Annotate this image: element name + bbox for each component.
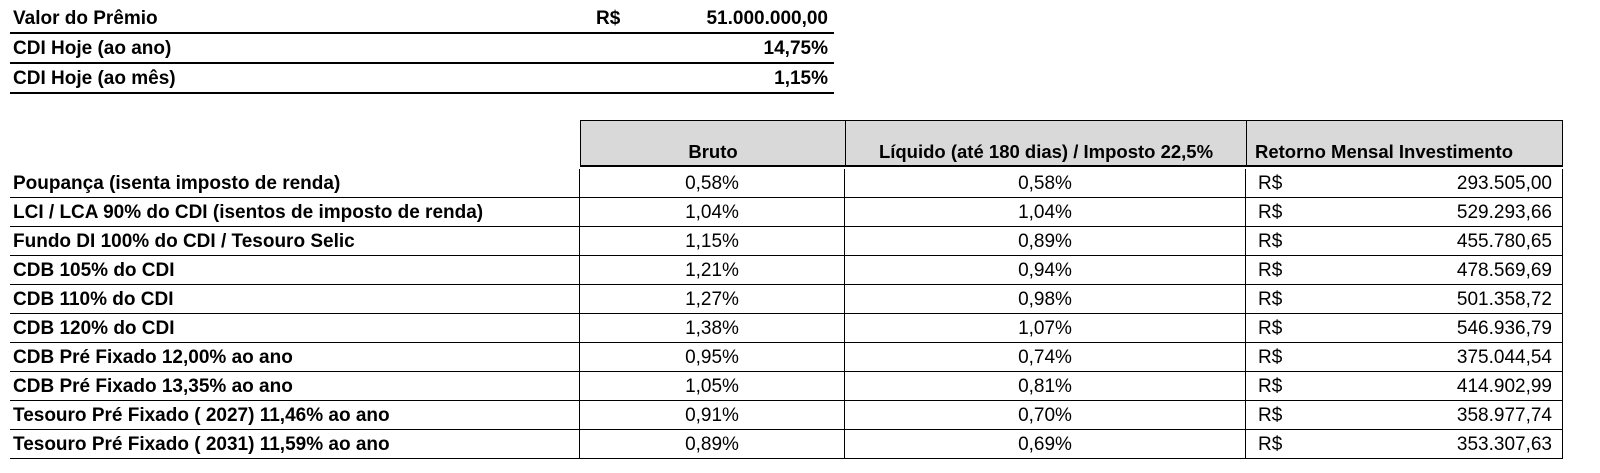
cell-name[interactable] bbox=[10, 169, 580, 198]
investment-name: Tesouro Pré Fixado ( 2031) 11,59% ao ano bbox=[13, 434, 390, 455]
cell-liquido[interactable] bbox=[845, 343, 1246, 372]
header-liquido[interactable] bbox=[845, 120, 1247, 167]
cell-bruto[interactable] bbox=[580, 343, 845, 372]
table-row bbox=[10, 169, 1563, 198]
summary-label: Valor do Prêmio bbox=[13, 8, 158, 29]
cell-name[interactable] bbox=[10, 343, 580, 372]
summary-currency: R$ bbox=[596, 8, 621, 29]
cell-retorno[interactable] bbox=[1246, 343, 1563, 372]
cell-name[interactable] bbox=[10, 285, 580, 314]
summary-block bbox=[10, 4, 834, 94]
table-row bbox=[10, 256, 1563, 285]
liquido-value: 1,07% bbox=[1018, 318, 1072, 339]
cell-name[interactable] bbox=[10, 372, 580, 401]
table-row bbox=[10, 227, 1563, 256]
cell-name[interactable] bbox=[10, 256, 580, 285]
header-liquido-label: Líquido (até 180 dias) / Imposto 22,5% bbox=[878, 141, 1214, 162]
liquido-value: 0,69% bbox=[1018, 434, 1072, 455]
cell-name[interactable] bbox=[10, 430, 580, 459]
retorno-currency: R$ bbox=[1258, 318, 1283, 339]
retorno-currency: R$ bbox=[1258, 347, 1283, 368]
bruto-value: 1,05% bbox=[685, 376, 739, 397]
liquido-value: 0,70% bbox=[1018, 405, 1072, 426]
cell-retorno[interactable] bbox=[1246, 430, 1563, 459]
liquido-value: 0,89% bbox=[1018, 231, 1072, 252]
cell-bruto[interactable] bbox=[580, 430, 845, 459]
summary-row-cdi-mes bbox=[10, 64, 834, 94]
investment-table bbox=[10, 120, 1563, 459]
investment-name: CDB 120% do CDI bbox=[13, 318, 175, 339]
retorno-currency: R$ bbox=[1258, 173, 1283, 194]
investment-name: Tesouro Pré Fixado ( 2027) 11,46% ao ano bbox=[13, 405, 390, 426]
table-row bbox=[10, 401, 1563, 430]
investment-name: Poupança (isenta imposto de renda) bbox=[13, 173, 341, 194]
cell-liquido[interactable] bbox=[845, 227, 1246, 256]
cell-bruto[interactable] bbox=[580, 285, 845, 314]
retorno-value: 478.569,69 bbox=[1456, 260, 1552, 281]
table-row bbox=[10, 285, 1563, 314]
bruto-value: 1,15% bbox=[685, 231, 739, 252]
retorno-value: 353.307,63 bbox=[1456, 434, 1552, 455]
bruto-value: 1,38% bbox=[685, 318, 739, 339]
bruto-value: 1,04% bbox=[685, 202, 739, 223]
cell-retorno[interactable] bbox=[1246, 169, 1563, 198]
cell-retorno[interactable] bbox=[1246, 198, 1563, 227]
table-row bbox=[10, 343, 1563, 372]
header-retorno[interactable] bbox=[1246, 120, 1563, 167]
cell-bruto[interactable] bbox=[580, 401, 845, 430]
cell-liquido[interactable] bbox=[845, 198, 1246, 227]
table-row bbox=[10, 198, 1563, 227]
bruto-value: 0,58% bbox=[685, 173, 739, 194]
investment-name: CDB Pré Fixado 13,35% ao ano bbox=[13, 376, 293, 397]
table-row bbox=[10, 314, 1563, 343]
cell-bruto[interactable] bbox=[580, 227, 845, 256]
liquido-value: 0,58% bbox=[1018, 173, 1072, 194]
investment-name: CDB Pré Fixado 12,00% ao ano bbox=[13, 347, 293, 368]
retorno-currency: R$ bbox=[1258, 231, 1283, 252]
cell-retorno[interactable] bbox=[1246, 227, 1563, 256]
cell-name[interactable] bbox=[10, 227, 580, 256]
cell-name[interactable] bbox=[10, 198, 580, 227]
liquido-value: 0,98% bbox=[1018, 289, 1072, 310]
liquido-value: 0,74% bbox=[1018, 347, 1072, 368]
retorno-currency: R$ bbox=[1258, 260, 1283, 281]
cell-retorno[interactable] bbox=[1246, 401, 1563, 430]
cell-retorno[interactable] bbox=[1246, 285, 1563, 314]
header-bruto-label: Bruto bbox=[688, 141, 738, 162]
retorno-value: 375.044,54 bbox=[1456, 347, 1552, 368]
cell-name[interactable] bbox=[10, 314, 580, 343]
cell-retorno[interactable] bbox=[1246, 314, 1563, 343]
table-row bbox=[10, 430, 1563, 459]
investment-name: CDB 105% do CDI bbox=[13, 260, 175, 281]
cell-bruto[interactable] bbox=[580, 314, 845, 343]
cell-liquido[interactable] bbox=[845, 256, 1246, 285]
bruto-value: 0,89% bbox=[685, 434, 739, 455]
bruto-value: 0,91% bbox=[685, 405, 739, 426]
cell-liquido[interactable] bbox=[845, 314, 1246, 343]
retorno-value: 293.505,00 bbox=[1456, 173, 1552, 194]
retorno-value: 501.358,72 bbox=[1456, 289, 1552, 310]
cell-bruto[interactable] bbox=[580, 169, 845, 198]
cell-liquido[interactable] bbox=[845, 372, 1246, 401]
table-row bbox=[10, 372, 1563, 401]
bruto-value: 1,21% bbox=[685, 260, 739, 281]
header-bruto[interactable] bbox=[580, 120, 846, 167]
retorno-currency: R$ bbox=[1258, 202, 1283, 223]
liquido-value: 0,81% bbox=[1018, 376, 1072, 397]
retorno-currency: R$ bbox=[1258, 289, 1283, 310]
summary-label: CDI Hoje (ao mês) bbox=[13, 68, 176, 89]
table-body bbox=[10, 169, 1563, 459]
investment-name: CDB 110% do CDI bbox=[13, 289, 174, 310]
summary-value: 51.000.000,00 bbox=[706, 8, 828, 29]
liquido-value: 1,04% bbox=[1018, 202, 1072, 223]
retorno-value: 358.977,74 bbox=[1456, 405, 1552, 426]
liquido-value: 0,94% bbox=[1018, 260, 1072, 281]
bruto-value: 1,27% bbox=[685, 289, 739, 310]
header-retorno-label: Retorno Mensal Investimento bbox=[1255, 141, 1514, 162]
retorno-value: 455.780,65 bbox=[1456, 231, 1552, 252]
retorno-value: 529.293,66 bbox=[1456, 202, 1552, 223]
table-header bbox=[10, 120, 1563, 169]
retorno-value: 546.936,79 bbox=[1456, 318, 1552, 339]
summary-label: CDI Hoje (ao ano) bbox=[13, 38, 172, 59]
cell-liquido[interactable] bbox=[845, 430, 1246, 459]
investment-name: Fundo DI 100% do CDI / Tesouro Selic bbox=[13, 231, 355, 252]
cell-liquido[interactable] bbox=[845, 401, 1246, 430]
cell-liquido[interactable] bbox=[845, 169, 1246, 198]
summary-row-cdi-ano bbox=[10, 34, 834, 64]
cell-bruto[interactable] bbox=[580, 198, 845, 227]
cell-retorno[interactable] bbox=[1246, 372, 1563, 401]
header-blank-cell bbox=[10, 120, 580, 169]
cell-name[interactable] bbox=[10, 401, 580, 430]
retorno-currency: R$ bbox=[1258, 434, 1283, 455]
bruto-value: 0,95% bbox=[685, 347, 739, 368]
summary-row-premio bbox=[10, 4, 834, 34]
cell-bruto[interactable] bbox=[580, 256, 845, 285]
retorno-currency: R$ bbox=[1258, 376, 1283, 397]
cell-retorno[interactable] bbox=[1246, 256, 1563, 285]
retorno-value: 414.902,99 bbox=[1456, 376, 1552, 397]
summary-value: 1,15% bbox=[774, 68, 828, 89]
investment-name: LCI / LCA 90% do CDI (isentos de imposto de renda) bbox=[13, 202, 484, 223]
cell-bruto[interactable] bbox=[580, 372, 845, 401]
cell-liquido[interactable] bbox=[845, 285, 1246, 314]
retorno-currency: R$ bbox=[1258, 405, 1283, 426]
summary-value: 14,75% bbox=[763, 38, 828, 59]
